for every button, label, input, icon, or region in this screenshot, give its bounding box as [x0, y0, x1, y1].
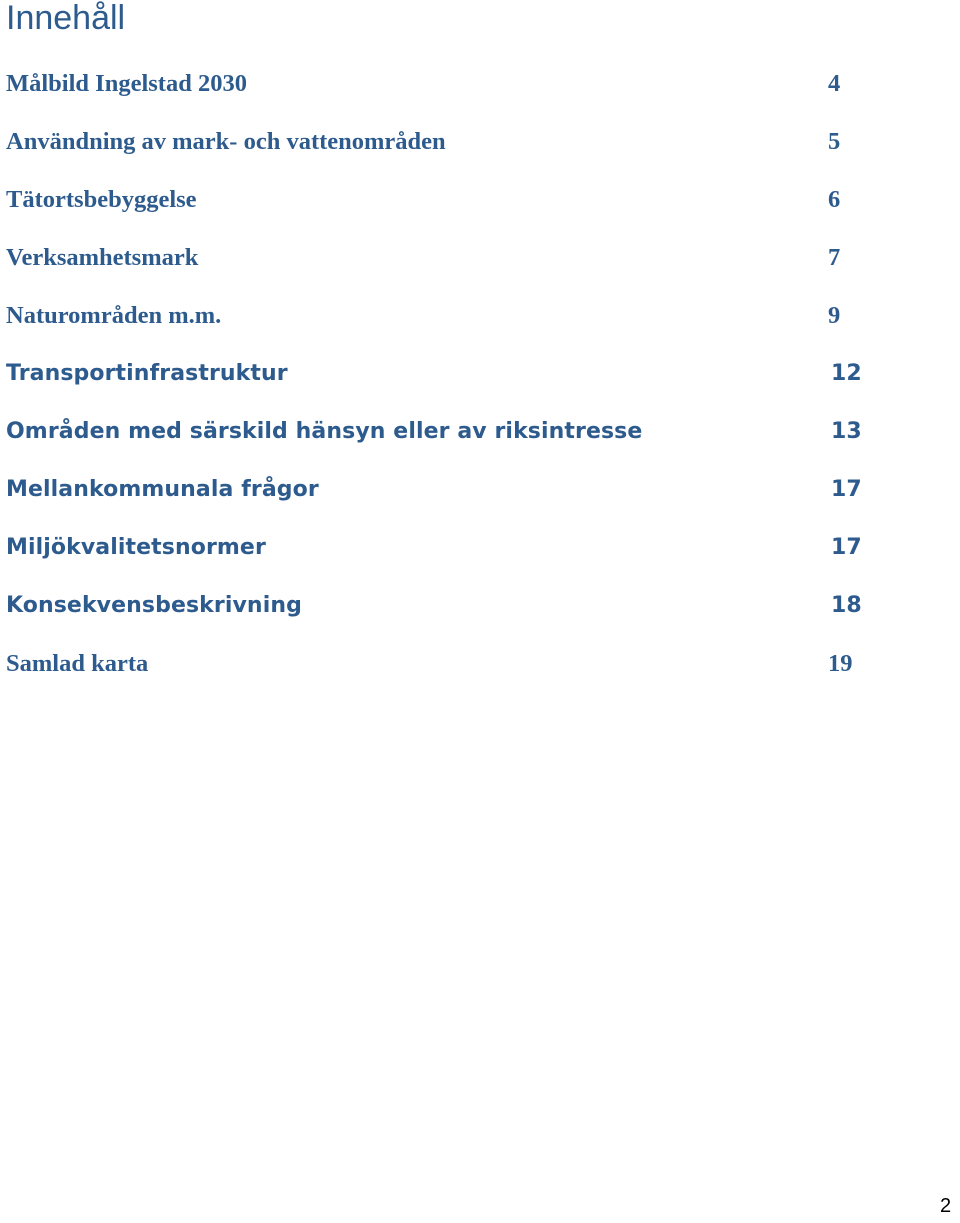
toc-entry-title: Målbild Ingelstad 2030 — [6, 70, 247, 97]
toc-entry-title: Konsekvensbeskrivning — [6, 593, 302, 618]
toc-entry-omraden-sarskild-hansyn[interactable] — [6, 412, 896, 470]
toc-entry-page: 18 — [831, 593, 862, 618]
toc-entry-samlad-karta[interactable] — [6, 644, 896, 702]
toc-entry-miljokvalitetsnormer[interactable] — [6, 528, 896, 586]
toc-entry-title: Användning av mark- och vattenområden — [6, 128, 446, 155]
toc-entry-anvandning[interactable] — [6, 122, 896, 180]
toc-entry-tatortsbebyggelse[interactable] — [6, 180, 896, 238]
toc-entry-page: 7 — [828, 244, 841, 271]
toc-entry-page: 19 — [828, 650, 853, 677]
toc-entry-naturomraden[interactable] — [6, 296, 896, 354]
toc-entry-title: Områden med särskild hänsyn eller av riksintresse — [6, 419, 643, 444]
toc-entry-title: Transportinfrastruktur — [6, 361, 288, 386]
toc-entry-page: 6 — [828, 186, 841, 213]
toc-entry-konsekvensbeskrivning[interactable] — [6, 586, 896, 644]
table-of-contents — [6, 64, 896, 702]
toc-entry-title: Verksamhetsmark — [6, 244, 199, 271]
toc-entry-page: 17 — [831, 477, 862, 502]
toc-entry-title: Naturområden m.m. — [6, 302, 222, 329]
toc-entry-verksamhetsmark[interactable] — [6, 238, 896, 296]
toc-entry-page: 9 — [828, 302, 841, 329]
page-title: Innehåll — [6, 0, 126, 37]
toc-entry-page: 17 — [831, 535, 862, 560]
toc-entry-transportinfrastruktur[interactable] — [6, 354, 896, 412]
toc-entry-page: 4 — [828, 70, 841, 97]
toc-entry-malbild[interactable] — [6, 64, 896, 122]
toc-entry-page: 5 — [828, 128, 841, 155]
toc-entry-title: Tätortsbebyggelse — [6, 186, 197, 213]
page-number: 2 — [940, 1195, 952, 1217]
toc-entry-title: Samlad karta — [6, 650, 149, 677]
toc-entry-title: Miljökvalitetsnormer — [6, 535, 266, 560]
toc-entry-page: 13 — [831, 419, 862, 444]
toc-entry-title: Mellankommunala frågor — [6, 477, 319, 502]
toc-entry-mellankommunala[interactable] — [6, 470, 896, 528]
toc-entry-page: 12 — [831, 361, 862, 386]
